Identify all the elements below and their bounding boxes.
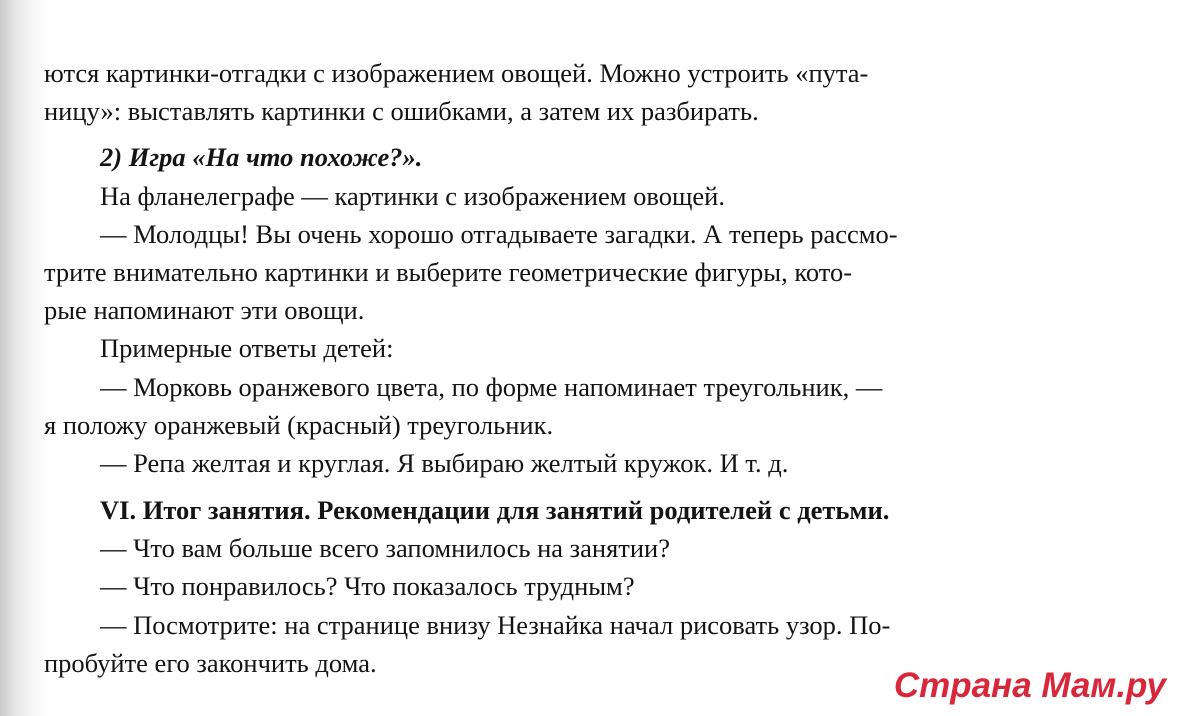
- text-line: На фланелеграфе — картинки с изображением овощей.: [100, 180, 725, 211]
- watermark-logo: Страна Мам.ру: [893, 666, 1166, 705]
- text-line: ницу»: выставлять картинки с ошибками, а затем их разбирать.: [44, 96, 759, 127]
- text-line: трите внимательно картинки и выберите геометрические фигуры, кото-: [44, 256, 853, 287]
- text-line: — Что вам больше всего запомнилось на занятии?: [100, 533, 670, 564]
- section-heading-summary: VI. Итог занятия. Рекомендации для занятий родителей с детьми.: [100, 495, 890, 526]
- text-line: — Что понравилось? Что показалось трудным?: [100, 571, 635, 602]
- text-line: пробуйте его закончить дома.: [44, 647, 377, 678]
- text-line: — Морковь оранжевого цвета, по форме напоминает треугольник, —: [100, 371, 883, 402]
- text-line: — Посмотрите: на странице внизу Незнайка начал рисовать узор. По-: [100, 609, 891, 640]
- section-number: 2): [100, 142, 123, 173]
- page-text: [44, 54, 1104, 682]
- section-heading-game: [44, 138, 1104, 176]
- section-title: Игра «На что похоже?».: [128, 142, 423, 173]
- text-line: — Молодцы! Вы очень хорошо отгадываете загадки. А теперь рассмо-: [100, 218, 898, 249]
- text-line: Примерные ответы детей:: [100, 333, 394, 364]
- text-line: рые напоминают эти овощи.: [44, 295, 365, 326]
- text-line: ются картинки-отгадки с изображением овощей. Можно устроить «пута-: [44, 58, 869, 88]
- text-line: я положу оранжевый (красный) треугольник.: [44, 409, 554, 440]
- text-line: — Репа желтая и круглая. Я выбираю желтый кружок. И т. д.: [100, 447, 789, 478]
